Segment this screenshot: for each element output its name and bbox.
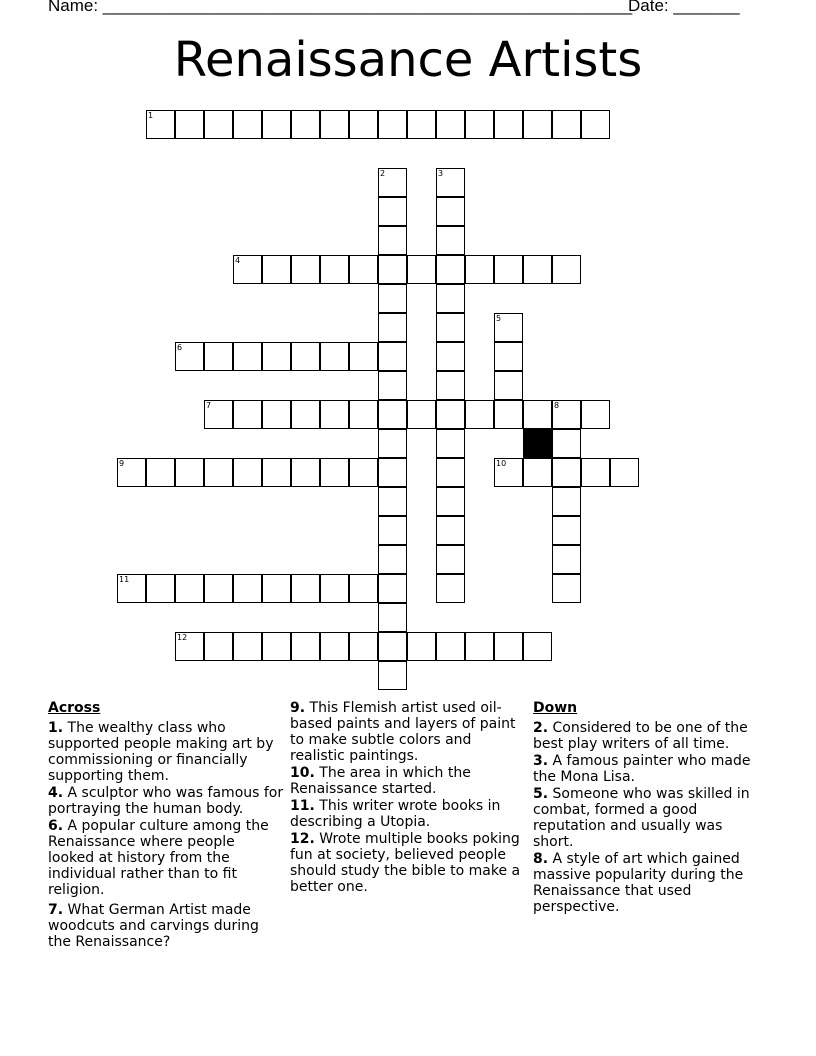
grid-cell[interactable] (581, 110, 610, 139)
clue-text: Wrote multiple books poking fun at society, believed people should study the bible to make a better one. (290, 831, 521, 895)
grid-cell[interactable] (175, 458, 204, 487)
clues-column-1 (48, 700, 284, 951)
grid-cell[interactable] (320, 110, 349, 139)
grid-cell[interactable] (349, 400, 378, 429)
grid-cell[interactable] (204, 632, 233, 661)
clue-text: A sculptor who was famous for portraying the human body. (48, 785, 284, 817)
clue-across-10 (290, 765, 526, 797)
grid-cell[interactable] (494, 255, 523, 284)
down-heading: Down (533, 700, 578, 716)
clue-number: 11. (290, 798, 315, 814)
grid-cell[interactable] (233, 255, 262, 284)
grid-cell[interactable] (378, 487, 407, 516)
clue-number: 10. (290, 765, 315, 781)
grid-cell[interactable] (233, 574, 262, 603)
clue-text: A popular culture among the Renaissance where people looked at history from the individual rather than to fit religion. (48, 818, 269, 898)
grid-cell[interactable] (378, 429, 407, 458)
grid-cell[interactable] (233, 342, 262, 371)
grid-cell[interactable] (233, 458, 262, 487)
grid-cell[interactable] (320, 574, 349, 603)
grid-cell[interactable] (552, 574, 581, 603)
clue-number-label: 11 (119, 575, 130, 584)
grid-cell[interactable] (436, 313, 465, 342)
clue-down-5 (533, 786, 755, 850)
grid-cell[interactable] (378, 110, 407, 139)
grid-cell[interactable] (494, 110, 523, 139)
grid-cell[interactable] (262, 400, 291, 429)
name-field-label: Name: ________________________________________________________ (48, 0, 633, 15)
clue-number-label: 2 (380, 169, 386, 178)
grid-cell[interactable] (233, 400, 262, 429)
grid-cell[interactable] (349, 458, 378, 487)
clue-number-label: 5 (496, 314, 502, 323)
grid-cell[interactable] (291, 110, 320, 139)
grid-cell[interactable] (436, 574, 465, 603)
clue-number: 9. (290, 700, 306, 716)
grid-cell[interactable] (494, 400, 523, 429)
grid-cell[interactable] (291, 458, 320, 487)
grid-cell[interactable] (436, 400, 465, 429)
clue-number-label: 8 (554, 401, 560, 410)
grid-cell[interactable] (378, 197, 407, 226)
grid-cell[interactable] (117, 574, 146, 603)
grid-cell[interactable] (436, 371, 465, 400)
clue-text: The area in which the Renaissance started. (290, 765, 471, 797)
grid-cell[interactable] (552, 545, 581, 574)
grid-cell[interactable] (436, 458, 465, 487)
clue-across-1 (48, 720, 284, 784)
clue-number-label: 12 (177, 633, 188, 642)
clue-number: 1. (48, 720, 64, 736)
grid-cell[interactable] (204, 458, 233, 487)
clue-across-7 (48, 902, 284, 950)
grid-cell[interactable] (320, 632, 349, 661)
grid-cell[interactable] (233, 632, 262, 661)
black-square (523, 429, 552, 458)
grid-cell[interactable] (465, 632, 494, 661)
date-field-label: Date: _______ (628, 0, 740, 15)
grid-cell[interactable] (465, 255, 494, 284)
clue-number-label: 10 (496, 459, 507, 468)
grid-cell[interactable] (320, 255, 349, 284)
grid-cell[interactable] (378, 574, 407, 603)
grid-cell[interactable] (262, 458, 291, 487)
grid-cell[interactable] (320, 400, 349, 429)
grid-cell[interactable] (349, 342, 378, 371)
clues-column-3 (533, 700, 755, 916)
grid-cell[interactable] (175, 632, 204, 661)
clue-number: 7. (48, 902, 64, 918)
clue-down-8 (533, 851, 755, 915)
grid-cell[interactable] (378, 661, 407, 690)
grid-cell[interactable] (291, 255, 320, 284)
across-heading: Across (48, 700, 101, 716)
grid-cell[interactable] (465, 110, 494, 139)
grid-cell[interactable] (436, 226, 465, 255)
grid-cell[interactable] (523, 400, 552, 429)
grid-cell[interactable] (320, 458, 349, 487)
clue-number: 6. (48, 818, 64, 834)
clues-column-2 (290, 700, 526, 896)
grid-cell[interactable] (378, 371, 407, 400)
grid-cell[interactable] (175, 342, 204, 371)
clue-number-label: 7 (206, 401, 212, 410)
grid-cell[interactable] (581, 458, 610, 487)
grid-cell[interactable] (436, 284, 465, 313)
grid-cell[interactable] (262, 255, 291, 284)
clue-number: 4. (48, 785, 64, 801)
clue-text: The wealthy class who supported people making art by commissioning or financially supporting them. (48, 720, 274, 784)
grid-cell[interactable] (494, 458, 523, 487)
clue-text: A style of art which gained massive popularity during the Renaissance that used perspective. (533, 851, 744, 915)
clue-text: What German Artist made woodcuts and carvings during the Renaissance? (48, 902, 259, 950)
grid-cell[interactable] (523, 255, 552, 284)
grid-cell[interactable] (262, 342, 291, 371)
grid-cell[interactable] (378, 313, 407, 342)
grid-cell[interactable] (407, 110, 436, 139)
grid-cell[interactable] (378, 342, 407, 371)
grid-cell[interactable] (262, 110, 291, 139)
grid-cell[interactable] (552, 255, 581, 284)
grid-cell[interactable] (436, 516, 465, 545)
grid-cell[interactable] (175, 110, 204, 139)
grid-cell[interactable] (552, 400, 581, 429)
grid-cell[interactable] (291, 342, 320, 371)
clue-number-label: 9 (119, 459, 125, 468)
grid-cell[interactable] (233, 110, 262, 139)
grid-cell[interactable] (407, 632, 436, 661)
grid-cell[interactable] (436, 255, 465, 284)
clue-down-2 (533, 720, 755, 752)
grid-cell[interactable] (552, 458, 581, 487)
grid-cell[interactable] (262, 574, 291, 603)
clue-across-12 (290, 831, 526, 895)
clue-across-6 (48, 818, 284, 898)
clue-text: Considered to be one of the best play writers of all time. (533, 720, 748, 752)
grid-cell[interactable] (349, 574, 378, 603)
grid-cell[interactable] (291, 574, 320, 603)
clue-number-label: 6 (177, 343, 183, 352)
clue-number: 12. (290, 831, 315, 847)
clue-text: A famous painter who made the Mona Lisa. (533, 753, 751, 785)
grid-cell[interactable] (378, 168, 407, 197)
grid-cell[interactable] (552, 429, 581, 458)
grid-cell[interactable] (523, 110, 552, 139)
grid-cell[interactable] (378, 458, 407, 487)
grid-cell[interactable] (349, 110, 378, 139)
grid-cell[interactable] (320, 342, 349, 371)
clue-text: This writer wrote books in describing a Utopia. (290, 798, 501, 830)
grid-cell[interactable] (436, 168, 465, 197)
clue-number-label: 3 (438, 169, 444, 178)
grid-cell[interactable] (378, 400, 407, 429)
grid-cell[interactable] (407, 400, 436, 429)
grid-cell[interactable] (581, 400, 610, 429)
grid-cell[interactable] (494, 342, 523, 371)
grid-cell[interactable] (146, 110, 175, 139)
clue-across-4 (48, 785, 284, 817)
grid-cell[interactable] (349, 255, 378, 284)
grid-cell[interactable] (175, 574, 204, 603)
grid-cell[interactable] (378, 226, 407, 255)
grid-cell[interactable] (378, 284, 407, 313)
grid-cell[interactable] (436, 545, 465, 574)
clue-number: 2. (533, 720, 549, 736)
grid-cell[interactable] (146, 574, 175, 603)
grid-cell[interactable] (494, 371, 523, 400)
clue-number-label: 4 (235, 256, 241, 265)
clue-number-label: 1 (148, 111, 154, 120)
grid-cell[interactable] (552, 487, 581, 516)
grid-cell[interactable] (378, 603, 407, 632)
clue-down-3 (533, 753, 755, 785)
grid-cell[interactable] (436, 110, 465, 139)
grid-cell[interactable] (552, 110, 581, 139)
grid-cell[interactable] (204, 110, 233, 139)
grid-cell[interactable] (262, 632, 291, 661)
grid-cell[interactable] (291, 632, 320, 661)
page-title: Renaissance Artists (173, 32, 643, 88)
grid-cell[interactable] (378, 516, 407, 545)
grid-cell[interactable] (436, 429, 465, 458)
grid-cell[interactable] (204, 342, 233, 371)
clue-across-9 (290, 700, 526, 764)
grid-cell[interactable] (436, 487, 465, 516)
grid-cell[interactable] (291, 400, 320, 429)
grid-cell[interactable] (378, 545, 407, 574)
grid-cell[interactable] (523, 632, 552, 661)
grid-cell[interactable] (523, 458, 552, 487)
grid-cell[interactable] (204, 400, 233, 429)
grid-cell[interactable] (465, 400, 494, 429)
grid-cell[interactable] (349, 632, 378, 661)
grid-cell[interactable] (494, 632, 523, 661)
grid-cell[interactable] (407, 255, 436, 284)
grid-cell[interactable] (436, 632, 465, 661)
grid-cell[interactable] (436, 342, 465, 371)
grid-cell[interactable] (117, 458, 146, 487)
grid-cell[interactable] (552, 516, 581, 545)
clue-number: 3. (533, 753, 549, 769)
grid-cell[interactable] (146, 458, 175, 487)
clue-across-11 (290, 798, 526, 830)
grid-cell[interactable] (494, 313, 523, 342)
grid-cell[interactable] (436, 197, 465, 226)
grid-cell[interactable] (610, 458, 639, 487)
grid-cell[interactable] (378, 255, 407, 284)
grid-cell[interactable] (378, 632, 407, 661)
clue-number: 5. (533, 786, 549, 802)
grid-cell[interactable] (204, 574, 233, 603)
clue-number: 8. (533, 851, 549, 867)
clue-text: This Flemish artist used oil-based paints and layers of paint to make subtle colors and realistic paintings. (290, 700, 516, 764)
clue-text: Someone who was skilled in combat, formed a good reputation and usually was short. (533, 786, 750, 850)
